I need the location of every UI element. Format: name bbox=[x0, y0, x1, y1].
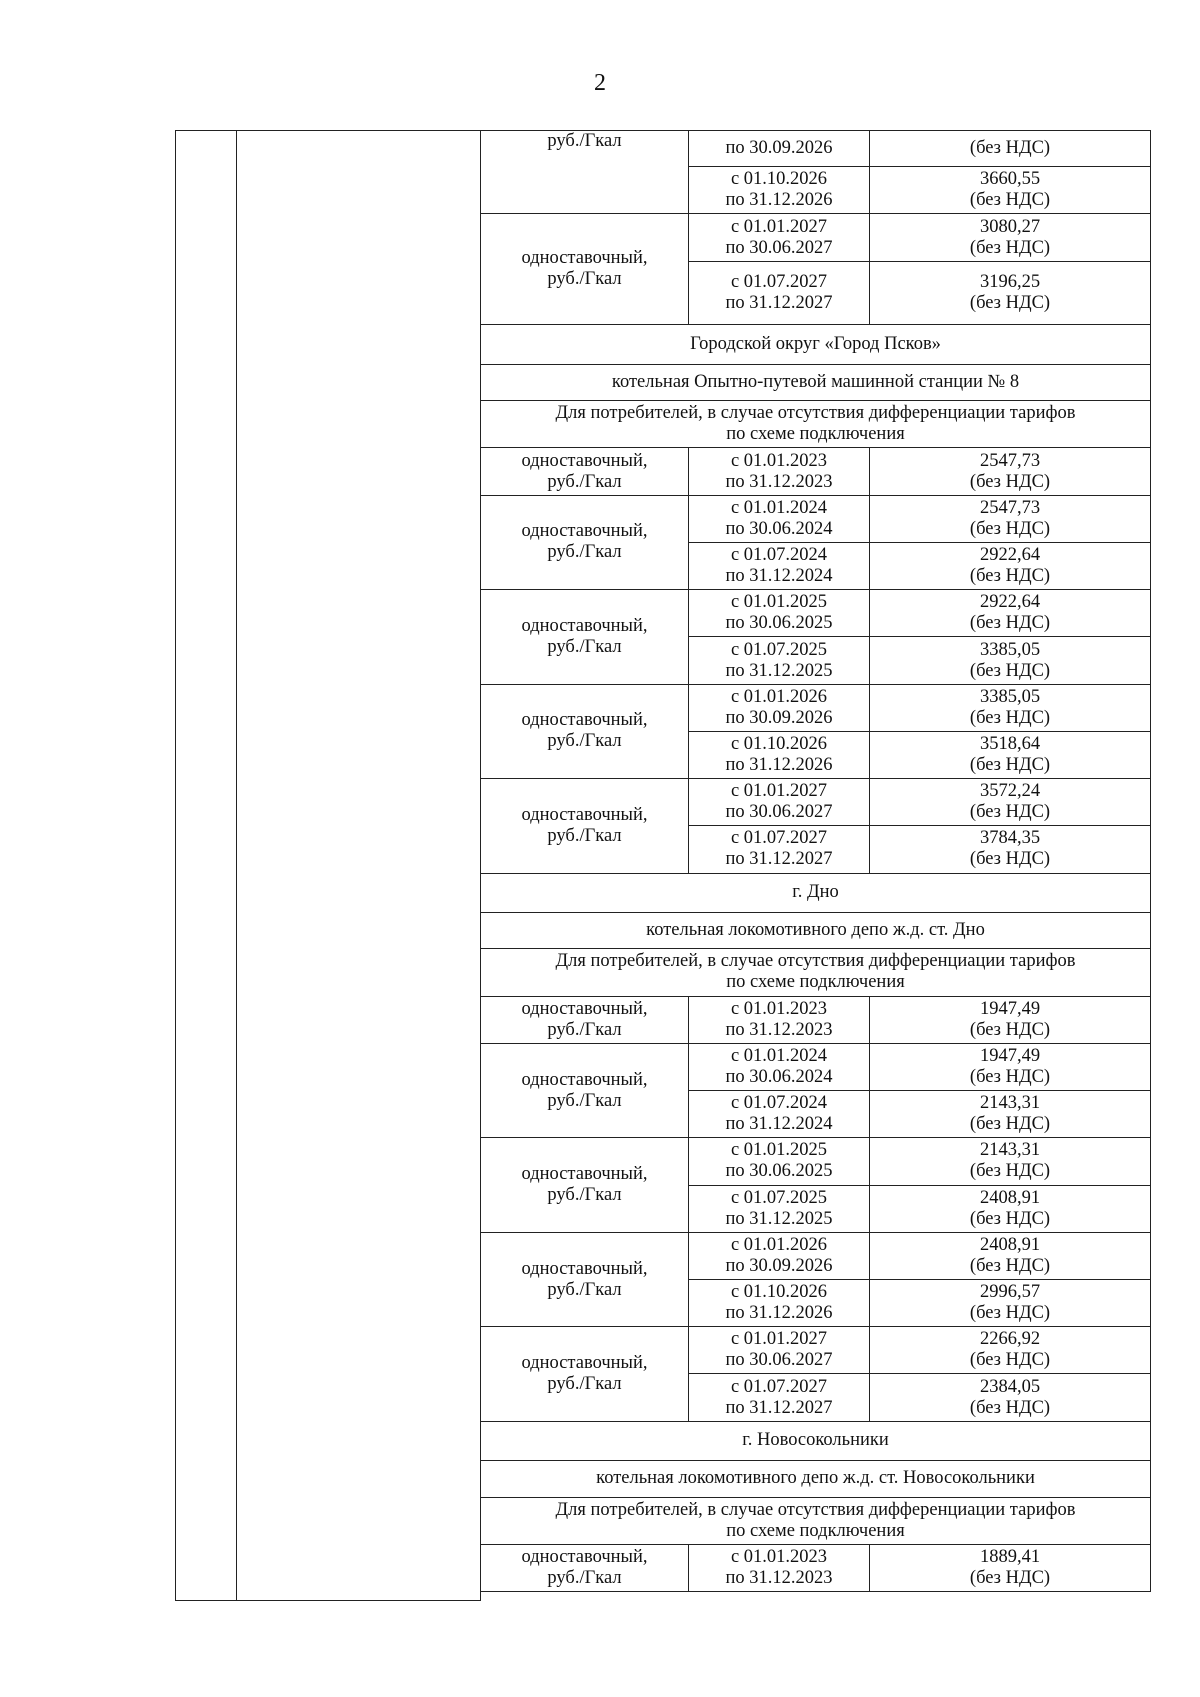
period-to: по 31.12.2027 bbox=[725, 293, 833, 314]
period-to: по 31.12.2025 bbox=[725, 660, 833, 681]
period-cell bbox=[689, 214, 870, 261]
tariff-type: одноставочный, bbox=[521, 710, 648, 731]
period-from: с 01.07.2025 bbox=[730, 1187, 828, 1208]
period-cell bbox=[689, 448, 870, 495]
period-cell bbox=[689, 731, 870, 778]
period-cell bbox=[689, 542, 870, 589]
tariff-unit: руб./Гкал bbox=[547, 1019, 622, 1040]
period-to: по 31.12.2026 bbox=[725, 754, 833, 775]
tariff-value: 1889,41 bbox=[979, 1546, 1041, 1567]
vat-note: (без НДС) bbox=[969, 754, 1051, 775]
vat-note: (без НДС) bbox=[969, 566, 1051, 587]
period-from: с 01.01.2023 bbox=[730, 998, 828, 1019]
tariff-unit: руб./Гкал bbox=[547, 1090, 622, 1111]
period-to: по 30.09.2026 bbox=[725, 138, 833, 159]
vat-note: (без НДС) bbox=[969, 138, 1051, 159]
tariff-type: одноставочный, bbox=[521, 1164, 648, 1185]
period-to: по 30.06.2027 bbox=[725, 1350, 833, 1371]
tariff-unit: руб./Гкал bbox=[547, 269, 622, 290]
filler-cell bbox=[481, 1591, 1151, 1600]
consumer-category-line: по схеме подключения bbox=[726, 424, 905, 445]
tariff-type-cell bbox=[481, 1043, 689, 1137]
period-from: с 01.07.2027 bbox=[730, 828, 828, 849]
vat-note: (без НДС) bbox=[969, 190, 1051, 211]
vat-note: (без НДС) bbox=[969, 1350, 1051, 1371]
period-cell bbox=[689, 1091, 870, 1138]
vat-note: (без НДС) bbox=[969, 660, 1051, 681]
period-from: с 01.10.2026 bbox=[730, 1282, 828, 1303]
tariff-unit: руб./Гкал bbox=[547, 1567, 622, 1588]
vat-note: (без НДС) bbox=[969, 802, 1051, 823]
tariff-type-cell bbox=[481, 779, 689, 873]
consumer-category-header bbox=[481, 401, 1151, 448]
period-from: с 01.01.2025 bbox=[730, 592, 828, 613]
vat-note: (без НДС) bbox=[969, 518, 1051, 539]
tariff-type: одноставочный, bbox=[521, 1069, 648, 1090]
consumer-category-header bbox=[481, 1497, 1151, 1544]
tariff-value: 2547,73 bbox=[979, 450, 1041, 471]
tariff-unit: руб./Гкал bbox=[547, 636, 622, 657]
tariff-value-cell bbox=[870, 996, 1151, 1043]
tariff-unit: руб./Гкал bbox=[547, 471, 622, 492]
period-cell bbox=[689, 1327, 870, 1374]
tariff-value: 1947,49 bbox=[979, 998, 1041, 1019]
tariff-unit: руб./Гкал bbox=[547, 1185, 622, 1206]
vat-note: (без НДС) bbox=[969, 1208, 1051, 1229]
tariff-type: одноставочный, bbox=[521, 615, 648, 636]
tariff-table-body bbox=[176, 131, 1151, 1601]
section-facility-header bbox=[481, 1461, 1151, 1497]
period-cell bbox=[689, 1138, 870, 1185]
consumer-category-line: Для потребителей, в случае отсутствия дифференциации тарифов bbox=[555, 403, 1076, 424]
tariff-unit: руб./Гкал bbox=[547, 825, 622, 846]
period-to: по 31.12.2023 bbox=[725, 1019, 833, 1040]
vat-note: (без НДС) bbox=[969, 1567, 1051, 1588]
period-to: по 31.12.2026 bbox=[725, 1303, 833, 1324]
tariff-value-cell bbox=[870, 637, 1151, 684]
period-to: по 30.09.2026 bbox=[725, 707, 833, 728]
vat-note: (без НДС) bbox=[969, 613, 1051, 634]
period-from: с 01.01.2027 bbox=[730, 781, 828, 802]
tariff-type: одноставочный, bbox=[521, 998, 648, 1019]
tariff-value: 2408,91 bbox=[979, 1234, 1041, 1255]
period-from: с 01.01.2025 bbox=[730, 1140, 828, 1161]
tariff-unit: руб./Гкал bbox=[547, 1279, 622, 1300]
consumer-category-line: Для потребителей, в случае отсутствия дифференциации тарифов bbox=[555, 951, 1076, 972]
tariff-unit: руб./Гкал bbox=[547, 731, 622, 752]
vat-note: (без НДС) bbox=[969, 1114, 1051, 1135]
vat-note: (без НДС) bbox=[969, 1161, 1051, 1182]
tariff-value-cell bbox=[870, 1232, 1151, 1279]
tariff-value: 2266,92 bbox=[979, 1329, 1041, 1350]
tariff-value: 3572,24 bbox=[979, 781, 1041, 802]
section-area-header bbox=[481, 873, 1151, 913]
tariff-type: одноставочный, bbox=[521, 804, 648, 825]
tariff-value-cell bbox=[870, 542, 1151, 589]
tariff-value: 2996,57 bbox=[979, 1282, 1041, 1303]
period-from: с 01.01.2026 bbox=[730, 1234, 828, 1255]
tariff-type: одноставочный, bbox=[521, 1258, 648, 1279]
tariff-type-cell bbox=[481, 214, 689, 325]
period-from: с 01.01.2027 bbox=[730, 1329, 828, 1350]
section-facility-header bbox=[481, 364, 1151, 400]
tariff-type-cell bbox=[481, 131, 689, 214]
tariff-type: одноставочный, bbox=[521, 1546, 648, 1567]
tariff-value: 3784,35 bbox=[979, 828, 1041, 849]
tariff-value: 3196,25 bbox=[979, 272, 1041, 293]
tariff-value-cell bbox=[870, 1280, 1151, 1327]
vat-note: (без НДС) bbox=[969, 1255, 1051, 1276]
period-cell bbox=[689, 637, 870, 684]
organization-column-cell bbox=[237, 131, 481, 1601]
tariff-type-cell bbox=[481, 495, 689, 589]
consumer-category-line: Для потребителей, в случае отсутствия дифференциации тарифов bbox=[555, 1499, 1076, 1520]
period-to: по 31.12.2025 bbox=[725, 1208, 833, 1229]
tariff-value-cell bbox=[870, 1138, 1151, 1185]
period-cell bbox=[689, 1185, 870, 1232]
tariff-value-cell bbox=[870, 590, 1151, 637]
tariff-type-cell bbox=[481, 1327, 689, 1421]
tariff-unit: руб./Гкал bbox=[547, 542, 622, 563]
period-cell bbox=[689, 1232, 870, 1279]
area-name: Городской округ «Город Псков» bbox=[690, 334, 941, 355]
tariff-type-cell bbox=[481, 684, 689, 778]
period-cell bbox=[689, 826, 870, 873]
vat-note: (без НДС) bbox=[969, 237, 1051, 258]
tariff-type-cell bbox=[481, 1544, 689, 1591]
tariff-value: 2547,73 bbox=[979, 497, 1041, 518]
vat-note: (без НДС) bbox=[969, 1019, 1051, 1040]
period-cell bbox=[689, 1280, 870, 1327]
tariff-value: 2384,05 bbox=[979, 1376, 1041, 1397]
period-from: с 01.01.2024 bbox=[730, 497, 828, 518]
tariff-value-cell bbox=[870, 1091, 1151, 1138]
period-from: с 01.01.2024 bbox=[730, 1045, 828, 1066]
vat-note: (без НДС) bbox=[969, 471, 1051, 492]
tariff-type-cell bbox=[481, 448, 689, 495]
tariff-type: одноставочный, bbox=[521, 248, 648, 269]
period-to: по 30.06.2024 bbox=[725, 1066, 833, 1087]
tariff-value: 2143,31 bbox=[979, 1093, 1041, 1114]
period-to: по 31.12.2024 bbox=[725, 1114, 833, 1135]
tariff-value-cell bbox=[870, 448, 1151, 495]
period-from: с 01.01.2027 bbox=[730, 216, 828, 237]
facility-name: котельная локомотивного депо ж.д. ст. Новосокольники bbox=[596, 1468, 1035, 1489]
period-cell bbox=[689, 131, 870, 167]
period-from: с 01.01.2023 bbox=[730, 450, 828, 471]
vat-note: (без НДС) bbox=[969, 1397, 1051, 1418]
vat-note: (без НДС) bbox=[969, 293, 1051, 314]
period-from: с 01.10.2026 bbox=[730, 169, 828, 190]
period-to: по 30.06.2025 bbox=[725, 613, 833, 634]
page-number: 2 bbox=[594, 70, 606, 96]
tariff-type-cell bbox=[481, 996, 689, 1043]
tariff-value: 3385,05 bbox=[979, 639, 1041, 660]
tariff-value-cell bbox=[870, 167, 1151, 214]
period-from: с 01.07.2024 bbox=[730, 1093, 828, 1114]
consumer-category-line: по схеме подключения bbox=[726, 972, 905, 993]
tariff-value: 2143,31 bbox=[979, 1140, 1041, 1161]
tariff-unit: руб./Гкал bbox=[547, 131, 622, 151]
section-area-header bbox=[481, 325, 1151, 365]
period-to: по 30.06.2025 bbox=[725, 1161, 833, 1182]
tariff-value-cell bbox=[870, 731, 1151, 778]
period-cell bbox=[689, 1043, 870, 1090]
tariff-value-cell bbox=[870, 1043, 1151, 1090]
tariff-value-cell bbox=[870, 1544, 1151, 1591]
tariff-type: одноставочный, bbox=[521, 450, 648, 471]
tariff-value: 2922,64 bbox=[979, 545, 1041, 566]
tariff-value: 3080,27 bbox=[979, 216, 1041, 237]
period-from: с 01.07.2027 bbox=[730, 272, 828, 293]
tariff-value-cell bbox=[870, 131, 1151, 167]
period-to: по 31.12.2027 bbox=[725, 849, 833, 870]
tariff-type: одноставочный, bbox=[521, 521, 648, 542]
table-row bbox=[176, 131, 1151, 167]
tariff-value-cell bbox=[870, 684, 1151, 731]
period-to: по 31.12.2024 bbox=[725, 566, 833, 587]
section-facility-header bbox=[481, 913, 1151, 949]
period-from: с 01.07.2027 bbox=[730, 1376, 828, 1397]
tariff-value-cell bbox=[870, 214, 1151, 261]
facility-name: котельная локомотивного депо ж.д. ст. Дно bbox=[646, 920, 985, 941]
period-cell bbox=[689, 779, 870, 826]
period-cell bbox=[689, 261, 870, 325]
tariff-value-cell bbox=[870, 779, 1151, 826]
period-from: с 01.10.2026 bbox=[730, 733, 828, 754]
period-to: по 31.12.2027 bbox=[725, 1397, 833, 1418]
period-from: с 01.01.2026 bbox=[730, 686, 828, 707]
tariff-unit: руб./Гкал bbox=[547, 1373, 622, 1394]
tariff-table bbox=[175, 130, 1151, 1601]
tariff-value-cell bbox=[870, 495, 1151, 542]
period-from: с 01.07.2024 bbox=[730, 545, 828, 566]
period-cell bbox=[689, 684, 870, 731]
period-to: по 31.12.2023 bbox=[725, 471, 833, 492]
vat-note: (без НДС) bbox=[969, 1303, 1051, 1324]
period-to: по 31.12.2023 bbox=[725, 1567, 833, 1588]
period-to: по 30.09.2026 bbox=[725, 1255, 833, 1276]
tariff-value-cell bbox=[870, 1185, 1151, 1232]
tariff-value-cell bbox=[870, 261, 1151, 325]
period-from: с 01.07.2025 bbox=[730, 639, 828, 660]
vat-note: (без НДС) bbox=[969, 707, 1051, 728]
tariff-type-cell bbox=[481, 1232, 689, 1326]
tariff-value-cell bbox=[870, 826, 1151, 873]
period-cell bbox=[689, 167, 870, 214]
period-to: по 31.12.2026 bbox=[725, 190, 833, 211]
period-to: по 30.06.2024 bbox=[725, 518, 833, 539]
tariff-value: 2408,91 bbox=[979, 1187, 1041, 1208]
number-column-cell bbox=[176, 131, 237, 1601]
tariff-value-cell bbox=[870, 1374, 1151, 1421]
tariff-value: 1947,49 bbox=[979, 1045, 1041, 1066]
period-cell bbox=[689, 996, 870, 1043]
tariff-value: 3518,64 bbox=[979, 733, 1041, 754]
period-cell bbox=[689, 495, 870, 542]
tariff-value: 2922,64 bbox=[979, 592, 1041, 613]
section-area-header bbox=[481, 1421, 1151, 1461]
tariff-type-cell bbox=[481, 590, 689, 684]
period-to: по 30.06.2027 bbox=[725, 802, 833, 823]
consumer-category-line: по схеме подключения bbox=[726, 1520, 905, 1541]
vat-note: (без НДС) bbox=[969, 1066, 1051, 1087]
area-name: г. Дно bbox=[792, 882, 839, 903]
vat-note: (без НДС) bbox=[969, 849, 1051, 870]
area-name: г. Новосокольники bbox=[742, 1430, 889, 1451]
tariff-value: 3660,55 bbox=[979, 169, 1041, 190]
period-cell bbox=[689, 1374, 870, 1421]
period-cell bbox=[689, 590, 870, 637]
facility-name: котельная Опытно-путевой машинной станции № 8 bbox=[611, 372, 1020, 393]
period-cell bbox=[689, 1544, 870, 1591]
tariff-type-cell bbox=[481, 1138, 689, 1232]
tariff-value: 3385,05 bbox=[979, 686, 1041, 707]
tariff-value-cell bbox=[870, 1327, 1151, 1374]
consumer-category-header bbox=[481, 949, 1151, 996]
period-to: по 30.06.2027 bbox=[725, 237, 833, 258]
period-from: с 01.01.2023 bbox=[730, 1546, 828, 1567]
tariff-type: одноставочный, bbox=[521, 1352, 648, 1373]
